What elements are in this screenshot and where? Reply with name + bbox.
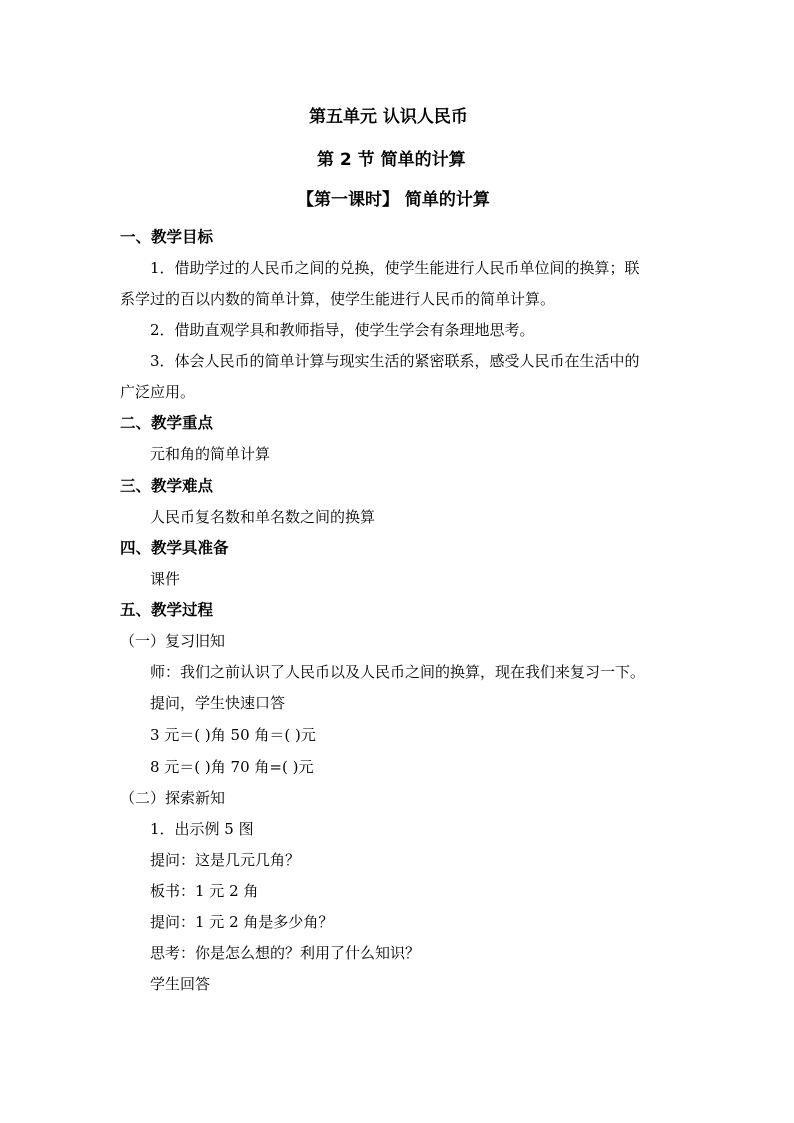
- paragraph: 1．出示例 5 图: [150, 820, 254, 838]
- paragraph: 课件: [150, 570, 181, 588]
- unit-title: 第五单元 认识人民币: [309, 107, 468, 127]
- paragraph: 1．借助学过的人民币之间的兑换，使学生能进行人民币单位间的换算；联: [150, 259, 640, 277]
- section-heading-materials: 四、教学具准备: [120, 539, 229, 557]
- paragraph: 提问：1 元 2 角是多少角？: [150, 913, 334, 931]
- subsection-heading-explore: （二）探索新知: [120, 789, 226, 807]
- section-heading-goals: 一、教学目标: [120, 228, 214, 246]
- section-heading-key-points: 二、教学重点: [120, 414, 214, 432]
- paragraph: 元和角的简单计算: [150, 445, 271, 463]
- paragraph: 思考：你是怎么想的？利用了什么知识？: [150, 944, 421, 962]
- paragraph: 广泛应用。: [120, 383, 196, 401]
- paragraph: 学生回答: [150, 975, 211, 993]
- paragraph: 板书：1 元 2 角: [150, 882, 259, 900]
- paragraph: 3．体会人民币的简单计算与现实生活的紧密联系，感受人民币在生活中的: [150, 352, 640, 370]
- paragraph: 提问：这是几元几角？: [150, 851, 301, 869]
- paragraph: 系学过的百以内数的简单计算，使学生能进行人民币的简单计算。: [120, 290, 556, 308]
- section-title: 第 2 节 简单的计算: [317, 150, 466, 170]
- paragraph: 师：我们之前认识了人民币以及人民币之间的换算，现在我们来复习一下。: [150, 663, 646, 681]
- paragraph: 提问，学生快速口答: [150, 694, 286, 712]
- exercise-line: 8 元＝( )角 70 角=( )元: [150, 758, 314, 776]
- exercise-line: 3 元＝( )角 50 角＝( )元: [150, 726, 316, 744]
- section-heading-difficulties: 三、教学难点: [120, 477, 214, 495]
- paragraph: 人民币复名数和单名数之间的换算: [150, 508, 376, 526]
- section-heading-process: 五、教学过程: [120, 601, 214, 619]
- paragraph: 2．借助直观学具和教师指导，使学生学会有条理地思考。: [150, 321, 535, 339]
- lesson-title: 【第一课时】 简单的计算: [297, 190, 490, 210]
- subsection-heading-review: （一）复习旧知: [120, 632, 226, 650]
